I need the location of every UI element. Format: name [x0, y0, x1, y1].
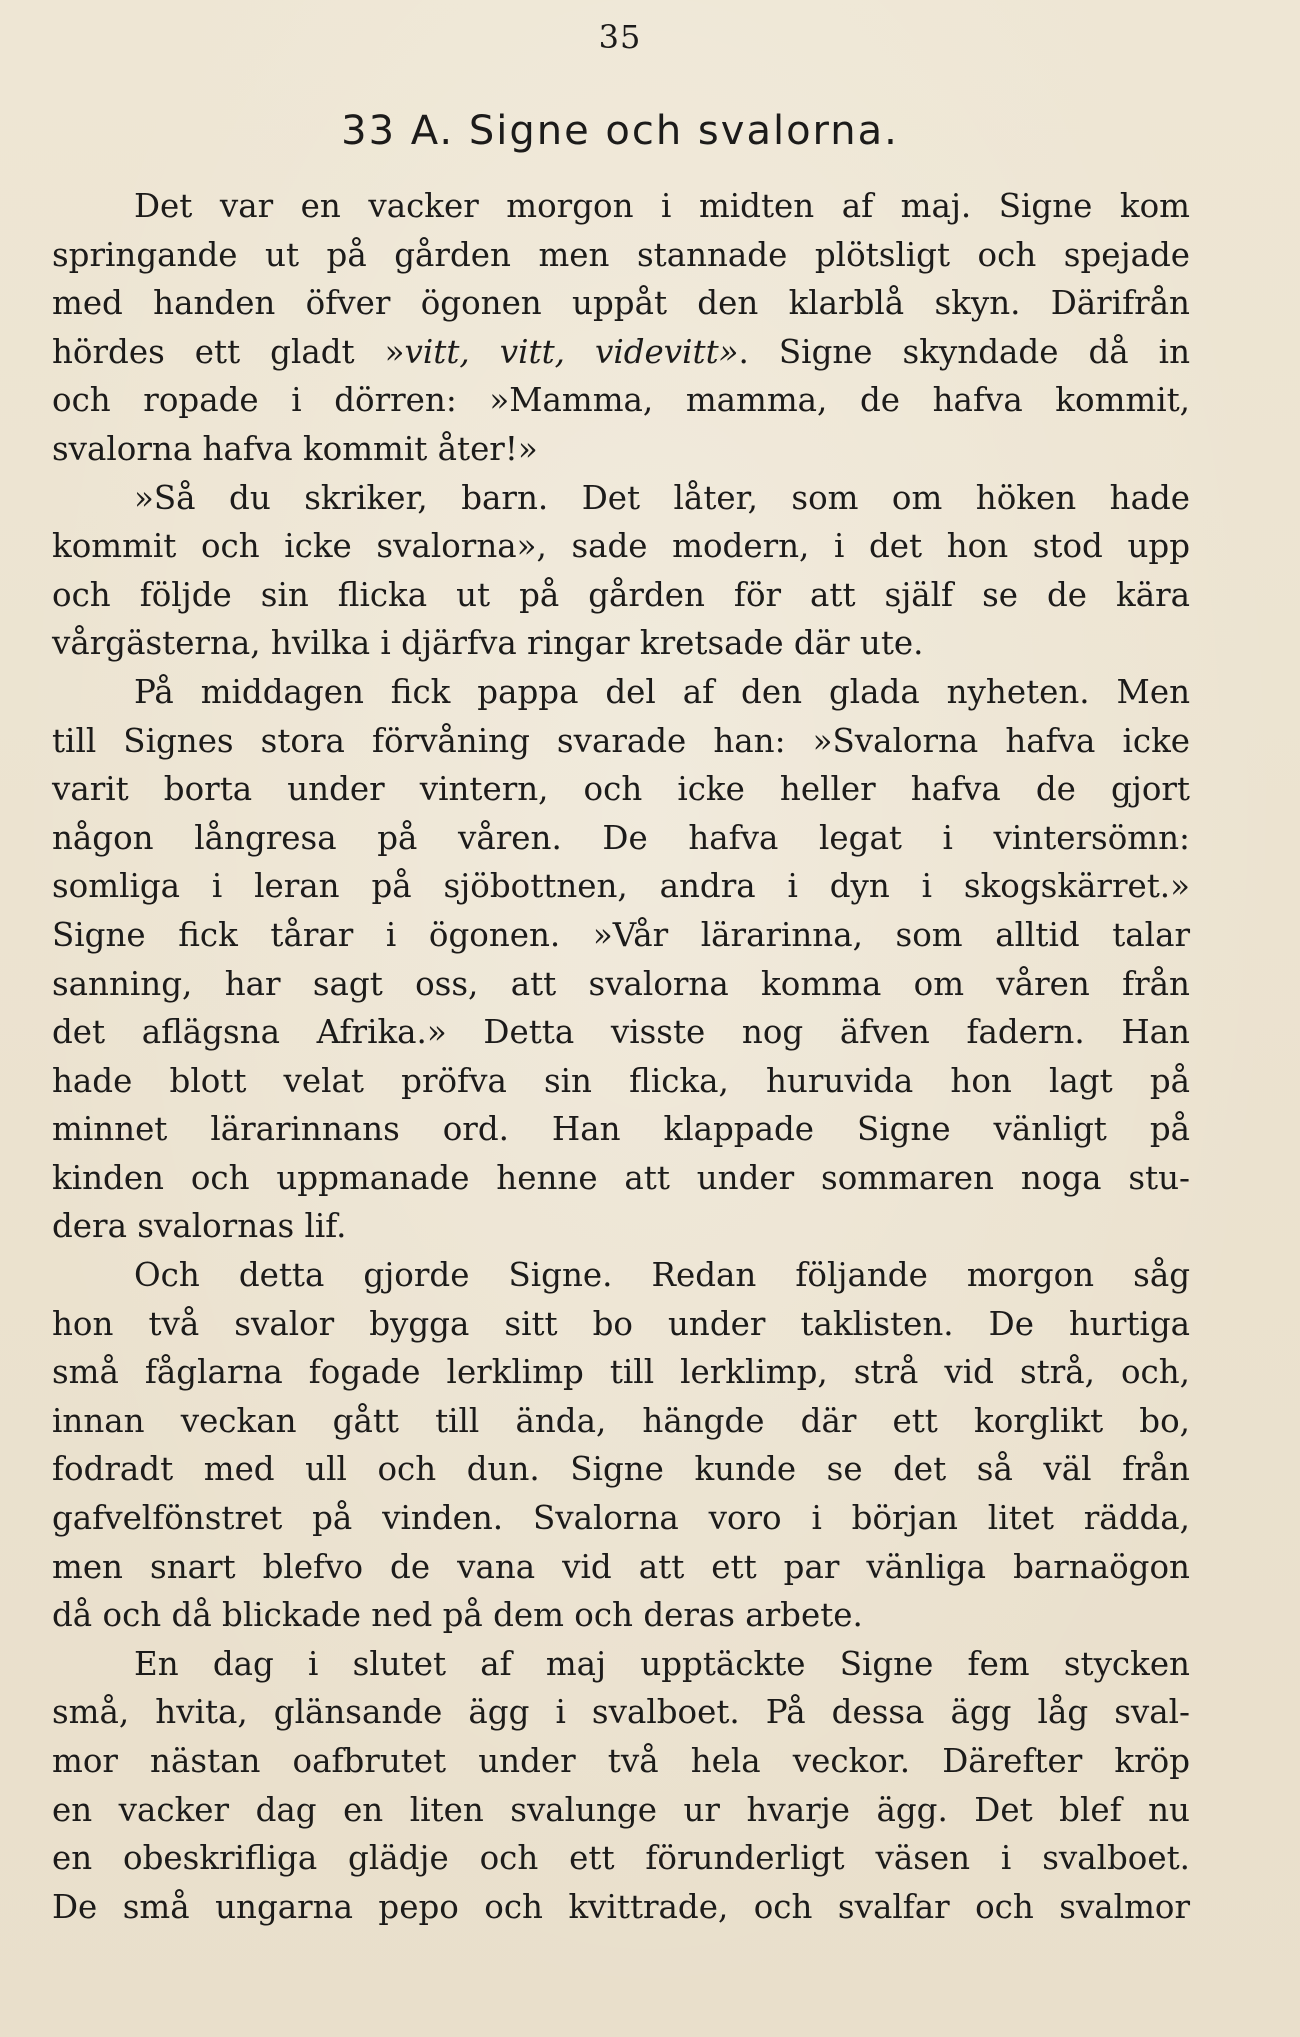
text-line: kommit och icke svalorna», sade modern, i det hon stod upp — [52, 527, 1190, 566]
chapter-title: 33 A. Signe och svalorna. — [341, 108, 899, 154]
text-line: hon två svalor bygga sitt bo under taklisten. De hurtiga — [52, 1304, 1190, 1343]
text-line: somliga i leran på sjöbottnen, andra i dyn i skogskärret.» — [52, 867, 1190, 906]
text-line: då och då blickade ned på dem och deras arbete. — [52, 1596, 863, 1635]
text-line: sanning, har sagt oss, att svalorna komma om våren från — [52, 964, 1190, 1003]
text-line: innan veckan gått till ända, hängde där ett korglikt bo, — [52, 1401, 1190, 1440]
text-line: minnet lärarinnans ord. Han klappade Signe vänligt på — [52, 1110, 1190, 1149]
text-line: dera svalornas lif. — [52, 1207, 347, 1246]
text-line: gafvelfönstret på vinden. Svalorna voro i början litet rädda, — [52, 1499, 1190, 1538]
text-line: Signe fick tårar i ögonen. »Vår lärarinna, som alltid talar — [52, 915, 1190, 954]
text-line: och ropade i dörren: »Mamma, mamma, de hafva kommit, — [52, 381, 1190, 420]
text-line: en obeskrifliga glädje och ett förunderligt väsen i svalboet. — [52, 1839, 1190, 1878]
italic-segment: vitt, vitt, videvitt» — [404, 332, 739, 371]
text-line: svalorna hafva kommit åter!» — [52, 429, 538, 468]
text-line: små, hvita, glänsande ägg i svalboet. På dessa ägg låg sval- — [52, 1693, 1190, 1732]
text-line: små fåglarna fogade lerklimp till lerklimp, strå vid strå, och, — [52, 1353, 1190, 1392]
text-line: med handen öfver ögonen uppåt den klarblå skyn. Därifrån — [52, 284, 1190, 323]
text-line: till Signes stora förvåning svarade han: »Svalorna hafva icke — [52, 721, 1190, 760]
body-text — [52, 182, 1190, 1931]
text-line — [52, 328, 1190, 377]
text-line: Och detta gjorde Signe. Redan följande morgon såg — [134, 1256, 1190, 1295]
text-line: någon långresa på våren. De hafva legat i vintersömn: — [52, 818, 1190, 857]
text-line: men snart blefvo de vana vid att ett par vänliga barnaögon — [52, 1547, 1190, 1586]
text-line: varit borta under vintern, och icke heller hafva de gjort — [52, 770, 1190, 809]
text-line: hade blott velat pröfva sin flicka, huruvida hon lagt på — [52, 1061, 1190, 1100]
text-line: en vacker dag en liten svalunge ur hvarje ägg. Det blef nu — [52, 1790, 1190, 1829]
text-line: Det var en vacker morgon i midten af maj. Signe kom — [134, 187, 1190, 225]
text-segment: hördes ett gladt » — [52, 332, 405, 371]
text-segment: . Signe skyndade då in — [738, 332, 1191, 371]
text-line: mor nästan oafbrutet under två hela veckor. Därefter kröp — [52, 1742, 1190, 1780]
text-line: det aflägsna Afrika.» Detta visste nog äfven fadern. Han — [52, 1013, 1190, 1052]
text-line: och följde sin flicka ut på gården för att själf se de kära — [52, 575, 1190, 614]
text-line: kinden och uppmanade henne att under sommaren noga stu- — [52, 1158, 1190, 1197]
text-line: springande ut på gården men stannade plötsligt och spejade — [52, 235, 1190, 274]
text-line: En dag i slutet af maj upptäckte Signe fem stycken — [134, 1644, 1190, 1683]
text-line: På middagen fick pappa del af den glada nyheten. Men — [134, 672, 1190, 711]
text-line: vårgästerna, hvilka i djärfva ringar kretsade där ute. — [52, 624, 924, 663]
text-line: De små ungarna pepo och kvittrade, och svalfar och svalmor — [52, 1887, 1190, 1926]
text-line: »Så du skriker, barn. Det låter, som om höken hade — [134, 478, 1190, 517]
text-line: fodradt med ull och dun. Signe kunde se det så väl från — [52, 1450, 1190, 1489]
page-number: 35 — [598, 18, 642, 56]
